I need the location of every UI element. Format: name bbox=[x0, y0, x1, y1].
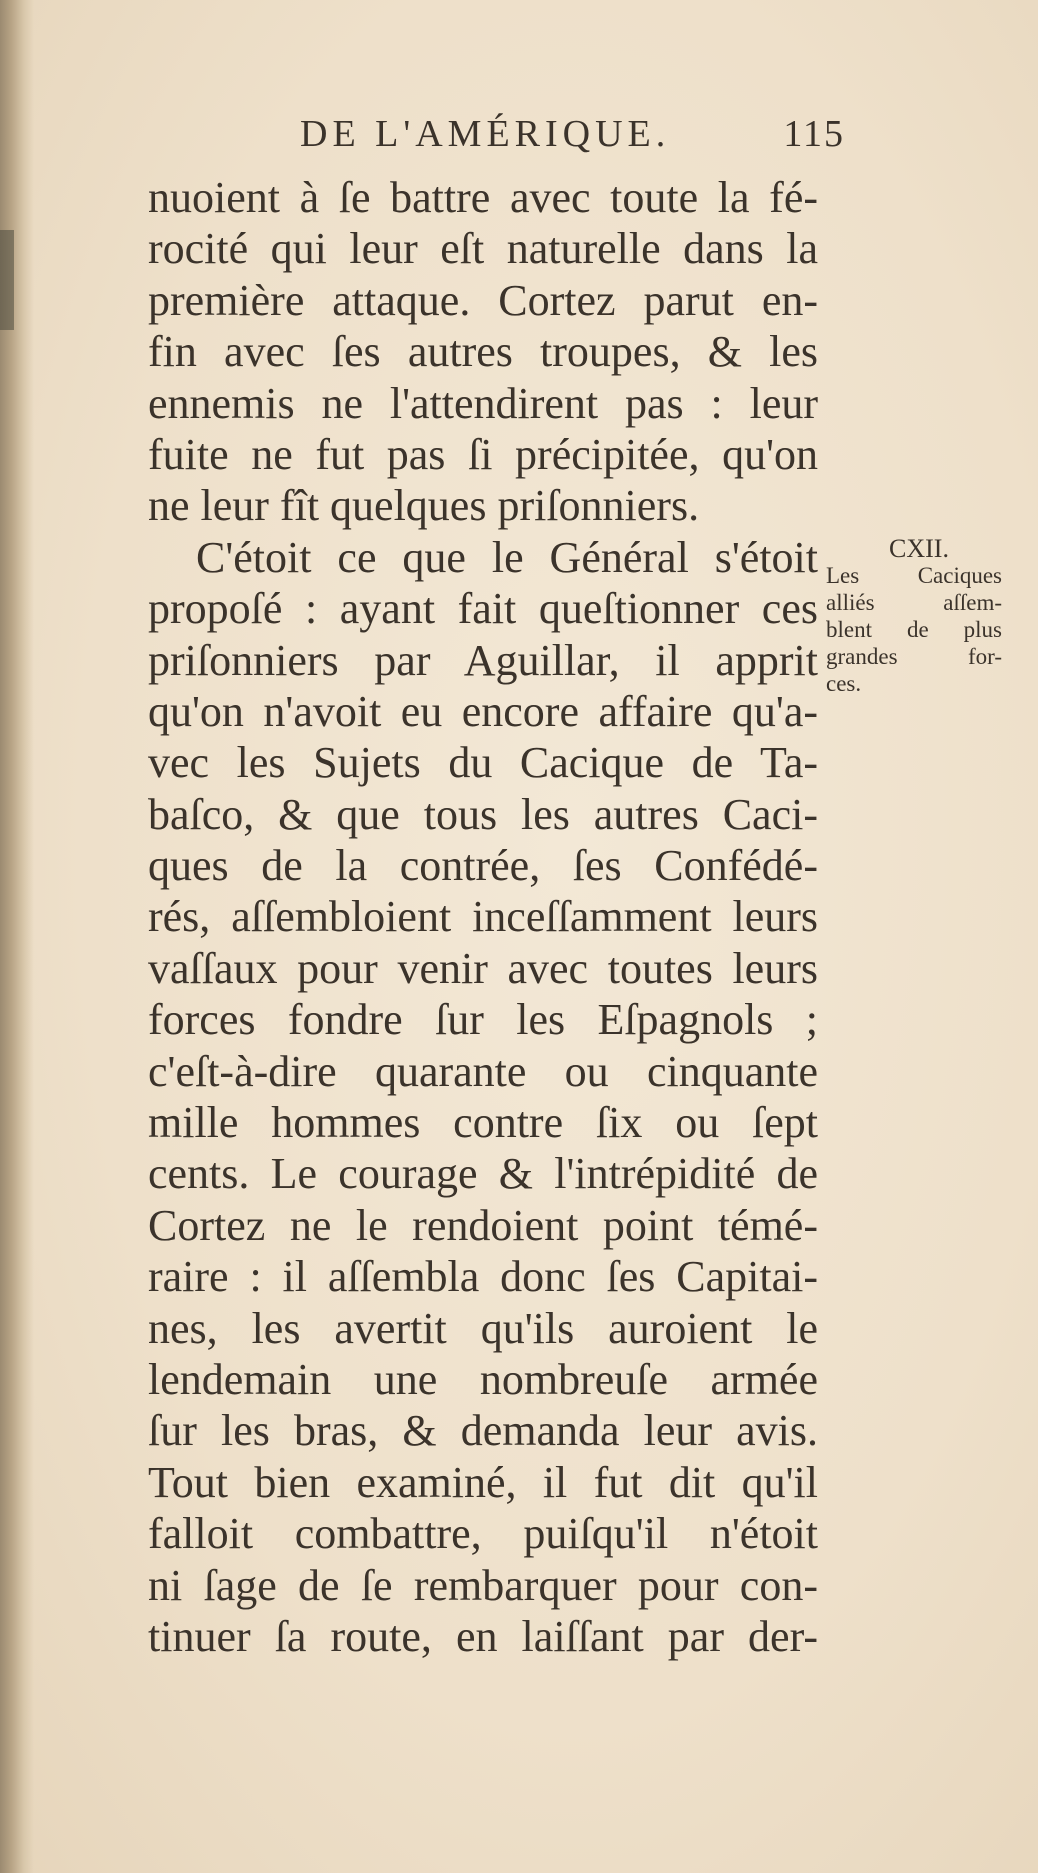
text-line: propoſé : ayant fait queſtionner ces bbox=[148, 584, 818, 634]
text-line: baſco, & que tous les autres Caci- bbox=[148, 789, 818, 839]
text-line: rés, aſſembloient inceſſamment leurs bbox=[148, 892, 818, 942]
margin-note-line: ces. bbox=[826, 671, 862, 696]
text-line: lendemain une nombreuſe armée bbox=[148, 1354, 818, 1404]
text-line: nes, les avertit qu'ils auroient le bbox=[148, 1303, 818, 1353]
page-header bbox=[300, 112, 845, 162]
running-head: DE L'AMÉRIQUE. bbox=[300, 113, 671, 155]
text-line: falloit combattre, puiſqu'il n'étoit bbox=[148, 1509, 818, 1559]
page-gutter-shadow bbox=[0, 0, 34, 1873]
text-line: c'eſt-à-dire quarante ou cinquante bbox=[148, 1046, 818, 1096]
text-line: priſonniers par Aguillar, il apprit bbox=[148, 635, 818, 685]
text-line: qu'on n'avoit eu encore affaire qu'a- bbox=[148, 686, 818, 736]
text-line: raire : il aſſembla donc ſes Capitai- bbox=[148, 1252, 818, 1302]
text-line: mille hommes contre ſix ou ſept bbox=[148, 1098, 818, 1148]
margin-note-line: grandes for- bbox=[826, 644, 1002, 669]
text-line: vaſſaux pour venir avec toutes leurs bbox=[148, 943, 818, 993]
text-line: ques de la contrée, ſes Confédé- bbox=[148, 841, 818, 891]
margin-note-line: blent de plus bbox=[826, 617, 1002, 642]
text-line: tinuer ſa route, en laiſſant par der- bbox=[148, 1611, 818, 1661]
margin-note bbox=[826, 536, 1002, 697]
text-line: ni ſage de ſe rembarquer pour con- bbox=[148, 1560, 818, 1610]
text-line: Tout bien examiné, il fut dit qu'il bbox=[148, 1457, 818, 1507]
page-number: 115 bbox=[783, 113, 845, 155]
text-line: première attaque. Cortez parut en- bbox=[148, 275, 818, 325]
text-line: cents. Le courage & l'intrépidité de bbox=[148, 1149, 818, 1199]
margin-note-number: CXII. bbox=[889, 534, 949, 563]
text-line: vec les Sujets du Cacique de Ta- bbox=[148, 738, 818, 788]
text-line: fuite ne fut pas ſi précipitée, qu'on bbox=[148, 429, 818, 479]
paragraph-start-line: C'étoit ce que le Général s'étoit bbox=[196, 532, 818, 582]
margin-note-line: alliés aſſem- bbox=[826, 590, 1002, 615]
text-line: forces fondre ſur les Eſpagnols ; bbox=[148, 995, 818, 1045]
binding-mark bbox=[0, 230, 14, 330]
text-line: nuoient à ſe battre avec toute la fé- bbox=[148, 173, 818, 222]
text-line: Cortez ne le rendoient point témé- bbox=[148, 1200, 818, 1250]
text-line: ennemis ne l'attendirent pas : leur bbox=[148, 378, 818, 428]
text-line: rocité qui leur eſt naturelle dans la bbox=[148, 224, 818, 274]
text-line: ſur les bras, & demanda leur avis. bbox=[148, 1406, 818, 1456]
main-text-block bbox=[148, 172, 818, 1662]
text-line: fin avec ſes autres troupes, & les bbox=[148, 327, 818, 377]
text-line: ne leur fît quelques priſonniers. bbox=[148, 481, 700, 531]
margin-note-line: Les Caciques bbox=[826, 563, 1002, 588]
